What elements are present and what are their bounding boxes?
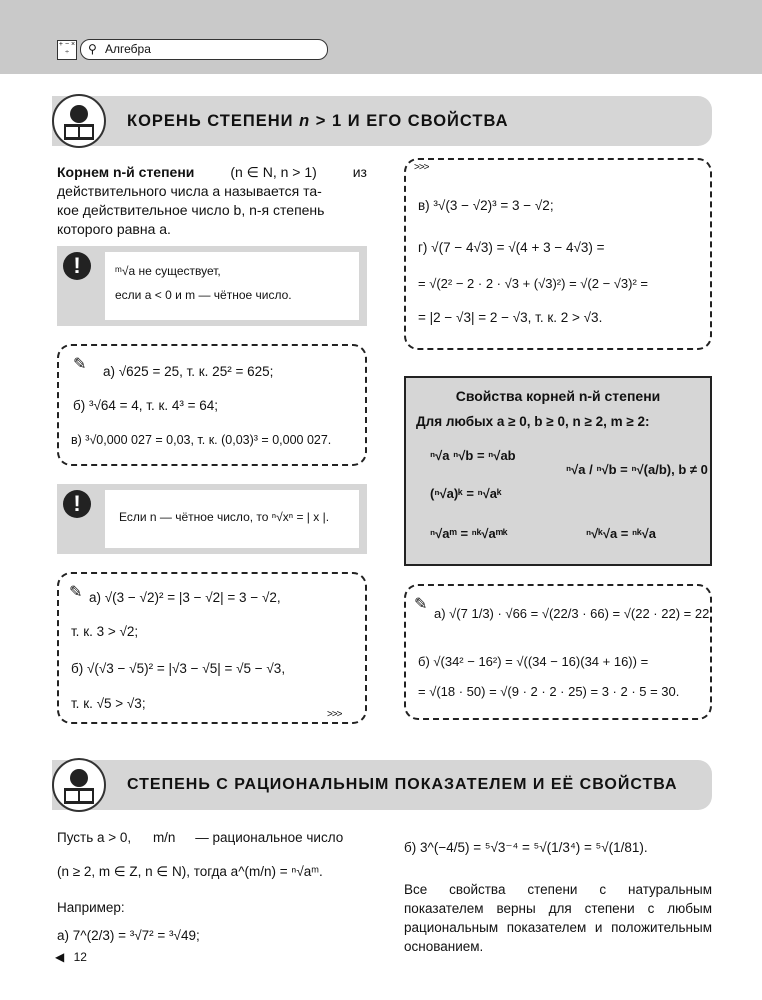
example-line: б) √(√3 − √5)² = |√3 − √5| = √5 − √3, [71,661,286,676]
pen-icon: ✎ [73,356,87,373]
page-arrow-icon: ◀ [55,950,65,964]
example-line: б) ³√64 = 4, т. к. 4³ = 64; [73,398,219,413]
example-line: а) √(7 1/3) · √66 = √(22/3 · 66) = √(22 · 22) = 22; [434,606,713,621]
subject-search-field[interactable] [80,39,328,60]
pen-icon: ✎ [414,596,428,613]
rational-note: Все свойства степени с натуральным показателем верны для степени с любым рациональным показателем и положительным основанием. [404,882,712,954]
example-line: в) ³√(3 − √2)³ = 3 − √2; [418,198,554,213]
properties-title: Свойства корней n-й степени [455,388,661,404]
example-line: = √(18 · 50) = √(9 · 2 · 2 · 25) = 3 · 2 · 5 = 30. [418,684,680,699]
warning-line: если a < 0 и m — чётное число. [115,288,292,302]
warning-box [57,484,367,554]
page-number: ◀ 12 [55,950,87,964]
warning-box [57,246,367,326]
property-formula: ⁿ√a / ⁿ√b = ⁿ√(a/b), b ≠ 0 [566,462,708,477]
rational-line: (n ≥ 2, m ∈ Z, n ∈ N), тогда a^(m/n) = ⁿ√aᵐ. [57,864,323,879]
definition-word: из [352,164,367,180]
calculator-icon: + − × ÷ [57,40,77,60]
example-line: а) √(3 − √2)² = |3 − √2| = 3 − √2, [89,590,281,605]
search-icon: ⚲ [88,42,97,56]
definition-lead: Корнем n-й степени [57,164,195,180]
example-line: б) √(34² − 16²) = √((34 − 16)(34 + 16)) = [418,654,649,669]
example-box [404,158,712,350]
definition-line: действительного числа a называется та- [57,183,322,199]
rational-line: Пусть a > 0, m/n — рациональное число [57,830,344,845]
continue-marker: >>> [327,709,342,720]
property-formula: ⁿ√ᵏ√a = ⁿᵏ√a [586,526,657,541]
warning-line: ᵐ√a не существует, [115,264,221,278]
property-formula: ⁿ√a ⁿ√b = ⁿ√ab [430,448,516,463]
reader-icon [52,94,106,148]
pen-icon: ✎ [69,584,83,601]
root-properties-box [404,376,712,566]
example-line: т. к. 3 > √2; [71,624,139,639]
definition-text [57,163,367,239]
subject-label: Алгебра [105,42,151,56]
exclamation-icon: ! [63,252,91,280]
example-line: т. к. √5 > √3; [71,696,146,711]
continue-marker: >>> [414,162,429,173]
section-banner-roots [52,96,712,146]
example-line: в) ³√0,000 027 = 0,03, т. к. (0,03)³ = 0,000 027. [71,433,332,447]
example-line: = |2 − √3| = 2 − √3, т. к. 2 > √3. [418,310,603,325]
section-banner-rational [52,760,712,810]
property-formula: (ⁿ√a)ᵏ = ⁿ√aᵏ [430,486,502,501]
example-line: г) √(7 − 4√3) = √(4 + 3 − 4√3) = [418,240,605,255]
example-label: Например: [57,900,125,915]
definition-condition: (n ∈ N, n > 1) [230,164,317,180]
reader-icon [52,758,106,812]
example-line: = √(2² − 2 · 2 · √3 + (√3)²) = √(2 − √3)² = [418,276,649,291]
example-box [57,344,367,466]
exclamation-icon: ! [63,490,91,518]
definition-line: кое действительное число b, n-я степень [57,202,325,218]
definition-line: которого равна a. [57,221,171,237]
properties-condition: Для любых a ≥ 0, b ≥ 0, n ≥ 2, m ≥ 2: [416,414,650,429]
property-formula: ⁿ√aᵐ = ⁿᵏ√aᵐᵏ [430,526,508,541]
example-line: а) 7^(2/3) = ³√7² = ³√49; [57,928,200,943]
example-line: б) 3^(−4/5) = ⁵√3⁻⁴ = ⁵√(1/3⁴) = ⁵√(1/81). [404,840,648,855]
example-box [404,584,712,720]
section-title: СТЕПЕНЬ С РАЦИОНАЛЬНЫМ ПОКАЗАТЕЛЕМ И ЕЁ СВОЙСТВА [127,776,678,793]
section-title: КОРЕНЬ СТЕПЕНИ n > 1 И ЕГО СВОЙСТВА [127,112,509,130]
warning-line: Если n — чётное число, то ⁿ√xⁿ = | x |. [119,510,330,524]
top-bar [0,0,762,74]
example-box [57,572,367,724]
example-line: а) √625 = 25, т. к. 25² = 625; [103,364,274,379]
